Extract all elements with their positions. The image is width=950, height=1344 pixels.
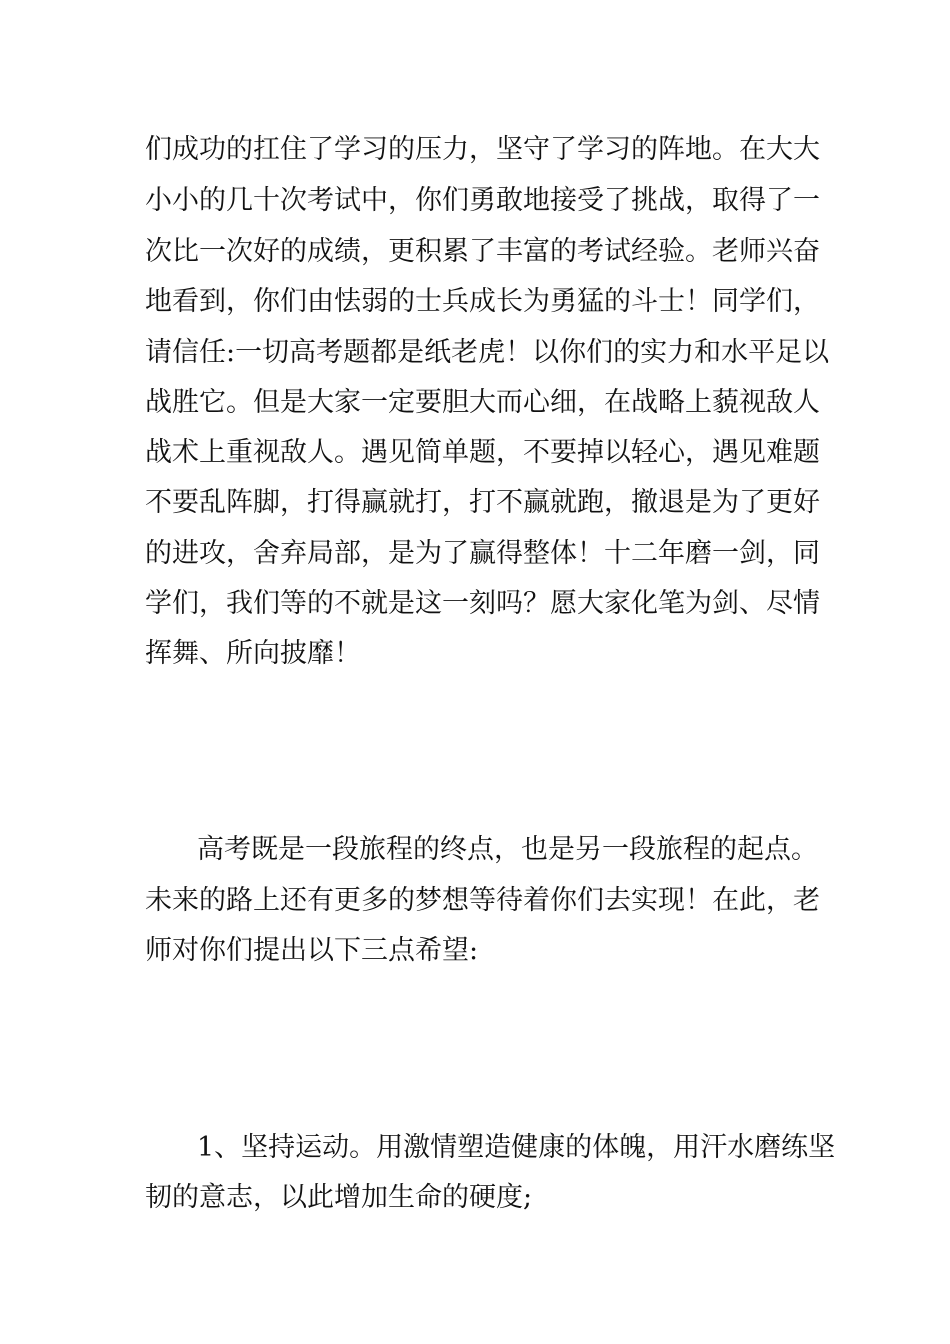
text-line: 师对你们提出以下三点希望: bbox=[145, 935, 479, 966]
text-line: 战术上重视敌人。遇见简单题，不要掉以轻心，遇见难题 bbox=[145, 437, 820, 468]
text-line: 高考既是一段旅程的终点，也是另一段旅程的起点。 bbox=[197, 834, 818, 865]
text-line: 地看到，你们由怯弱的士兵成长为勇猛的斗士！同学们， bbox=[145, 286, 820, 317]
text-line: 1、坚持运动。用激情塑造健康的体魄，用汗水磨练坚 bbox=[197, 1132, 836, 1163]
text-line: 韧的意志，以此增加生命的硬度; bbox=[145, 1182, 533, 1213]
text-line: 未来的路上还有更多的梦想等待着你们去实现！在此，老 bbox=[145, 885, 820, 916]
text-line: 们成功的扛住了学习的压力，坚守了学习的阵地。在大大 bbox=[145, 134, 820, 165]
text-line: 的进攻，舍弃局部，是为了赢得整体！十二年磨一剑，同 bbox=[145, 538, 820, 569]
text-line: 不要乱阵脚，打得赢就打，打不赢就跑，撤退是为了更好 bbox=[145, 487, 820, 518]
text-line: 次比一次好的成绩，更积累了丰富的考试经验。老师兴奋 bbox=[145, 236, 820, 267]
text-line: 战胜它。但是大家一定要胆大而心细，在战略上藐视敌人 bbox=[145, 387, 820, 418]
text-line: 学们，我们等的不就是这一刻吗？愿大家化笔为剑、尽情 bbox=[145, 588, 820, 619]
text-line: 请信任:一切高考题都是纸老虎！以你们的实力和水平足以 bbox=[145, 337, 830, 368]
text-line: 小小的几十次考试中，你们勇敢地接受了挑战，取得了一 bbox=[145, 185, 820, 216]
text-line: 挥舞、所向披靡！ bbox=[145, 638, 361, 669]
